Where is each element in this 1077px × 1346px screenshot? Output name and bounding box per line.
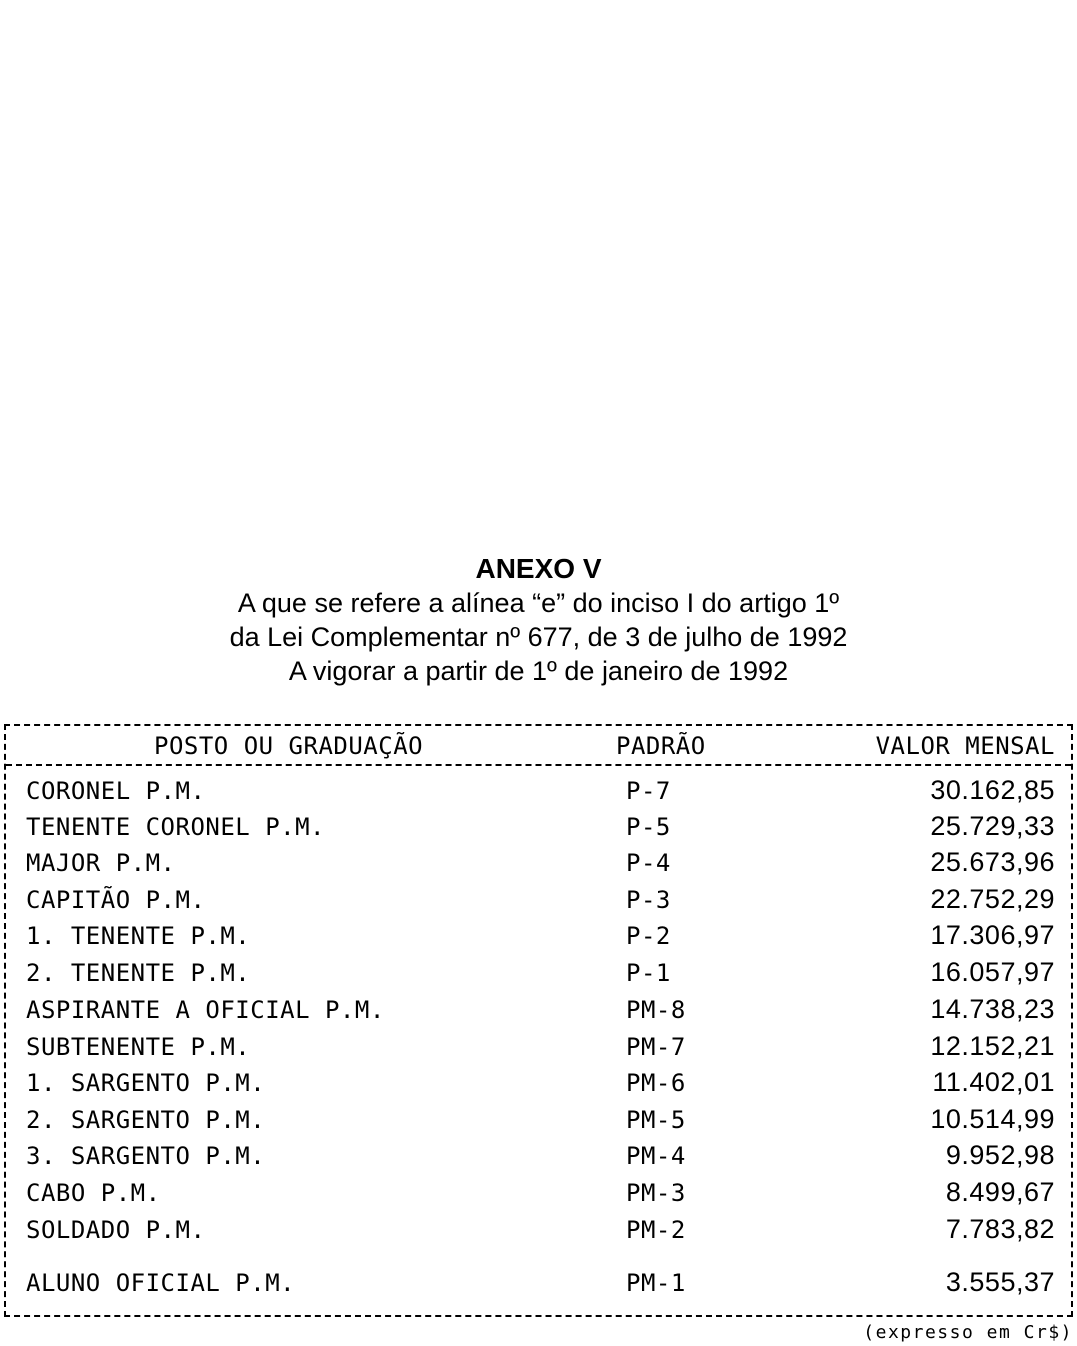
reference-line-law: da Lei Complementar nº 677, de 3 de julho de 1992 (229, 622, 848, 652)
cell-posto: TENENTE CORONEL P.M. (26, 813, 325, 841)
table-row (6, 1029, 1071, 1065)
cell-padrao: PM-7 (626, 1033, 686, 1061)
table-row (6, 1065, 1071, 1101)
cell-padrao: P-4 (626, 849, 671, 877)
table-row (6, 1102, 1071, 1138)
cell-padrao: PM-6 (626, 1069, 686, 1097)
cell-posto: CABO P.M. (26, 1179, 161, 1207)
cell-valor: 25.729,33 (930, 811, 1055, 841)
cell-valor: 17.306,97 (930, 920, 1055, 950)
table-row (6, 882, 1071, 918)
table-row (6, 1265, 1071, 1301)
cell-padrao: PM-3 (626, 1179, 686, 1207)
cell-posto: ALUNO OFICIAL P.M. (26, 1269, 296, 1297)
cell-padrao: P-3 (626, 886, 671, 914)
cell-posto: CORONEL P.M. (26, 777, 206, 805)
cell-posto: ASPIRANTE A OFICIAL P.M. (26, 996, 385, 1024)
cell-valor: 16.057,97 (930, 957, 1055, 987)
table-row (6, 1175, 1071, 1211)
cell-valor: 25.673,96 (930, 847, 1055, 877)
cell-valor: 3.555,37 (945, 1267, 1055, 1297)
cell-padrao: P-5 (626, 813, 671, 841)
cell-padrao: P-2 (626, 922, 671, 950)
effective-date-line: A vigorar a partir de 1º de janeiro de 1992 (288, 656, 789, 686)
cell-posto: SUBTENENTE P.M. (26, 1033, 251, 1061)
cell-valor: 9.952,98 (945, 1140, 1055, 1170)
table-row (6, 773, 1071, 809)
cell-padrao: PM-4 (626, 1142, 686, 1170)
cell-padrao: PM-5 (626, 1106, 686, 1134)
document-header (0, 552, 1077, 688)
table-row (6, 955, 1071, 991)
cell-padrao: P-7 (626, 777, 671, 805)
cell-valor: 7.783,82 (945, 1214, 1055, 1244)
column-header-padrao: PADRÃO (616, 732, 706, 760)
cell-posto: 1. TENENTE P.M. (26, 922, 251, 950)
cell-padrao: PM-1 (626, 1269, 686, 1297)
table-row (6, 845, 1071, 881)
table-row (6, 809, 1071, 845)
cell-posto: CAPITÃO P.M. (26, 886, 206, 914)
cell-posto: 2. TENENTE P.M. (26, 959, 251, 987)
cell-valor: 10.514,99 (930, 1104, 1055, 1134)
currency-note: (expresso em Cr$) (863, 1322, 1073, 1343)
cell-valor: 14.738,23 (930, 994, 1055, 1024)
cell-valor: 11.402,01 (932, 1067, 1055, 1097)
cell-valor: 12.152,21 (930, 1031, 1055, 1061)
cell-valor: 22.752,29 (930, 884, 1055, 914)
cell-valor: 8.499,67 (945, 1177, 1055, 1207)
cell-posto: 1. SARGENTO P.M. (26, 1069, 266, 1097)
cell-posto: 3. SARGENTO P.M. (26, 1142, 266, 1170)
column-header-valor: VALOR MENSAL (875, 732, 1055, 760)
table-row (6, 1138, 1071, 1174)
cell-padrao: PM-8 (626, 996, 686, 1024)
cell-padrao: P-1 (626, 959, 671, 987)
table-row (6, 1212, 1071, 1248)
cell-valor: 30.162,85 (930, 775, 1055, 805)
cell-posto: SOLDADO P.M. (26, 1216, 206, 1244)
salary-table (4, 724, 1073, 1317)
annex-title: ANEXO V (475, 553, 602, 584)
table-row (6, 992, 1071, 1028)
table-row (6, 918, 1071, 954)
cell-posto: MAJOR P.M. (26, 849, 176, 877)
cell-posto: 2. SARGENTO P.M. (26, 1106, 266, 1134)
reference-line-article: A que se refere a alínea “e” do inciso I do artigo 1º (237, 588, 840, 618)
table-header (6, 726, 1071, 766)
column-header-posto: POSTO OU GRADUAÇÃO (154, 732, 424, 760)
cell-padrao: PM-2 (626, 1216, 686, 1244)
